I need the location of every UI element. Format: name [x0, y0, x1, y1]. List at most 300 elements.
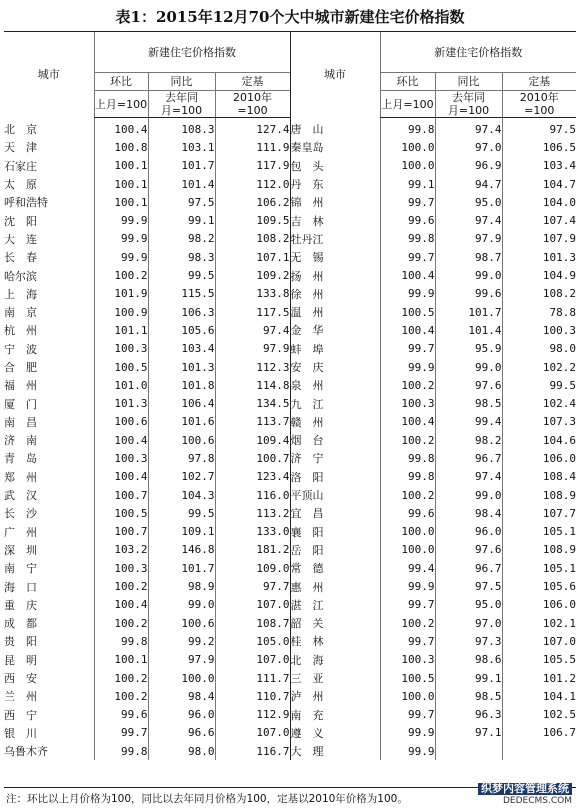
fixed-value-left: 108.2 [215, 230, 290, 248]
fixed-value-right: 104.0 [502, 193, 576, 211]
mom-value-right: 99.7 [380, 248, 435, 266]
fixed-value-left: 108.7 [215, 614, 290, 632]
mom-value-right: 99.8 [380, 449, 435, 467]
fixed-value-left: 105.0 [215, 632, 290, 650]
fixed-value-left: 117.5 [215, 303, 290, 321]
city-name-right: 洛 阳 [290, 468, 380, 486]
mom-value-right: 100.4 [380, 321, 435, 339]
table-title: 表1：2015年12月70个大中城市新建住宅价格指数 [115, 8, 465, 26]
mom-value-left: 100.4 [94, 118, 148, 139]
table-row [4, 138, 576, 156]
city-name-left: 郑 州 [4, 470, 37, 484]
fixed-value-right: 108.9 [502, 486, 576, 504]
city-name-left: 海 口 [4, 580, 37, 594]
yoy-value-left: 101.6 [148, 413, 215, 431]
fixed-value-right: 106.0 [502, 449, 576, 467]
fixed-value-right: 103.4 [502, 157, 576, 175]
table-row [4, 523, 576, 541]
table-row [4, 541, 576, 559]
yoy-value-right: 98.5 [435, 687, 502, 705]
city-name-right: 南 充 [290, 706, 380, 724]
table-row [4, 559, 576, 577]
city-name-left: 西 宁 [4, 708, 37, 722]
fixed-value-left: 109.4 [215, 431, 290, 449]
mom-value-right: 100.2 [380, 486, 435, 504]
yoy-value-left: 109.1 [148, 523, 215, 541]
city-name-right: 扬 州 [290, 266, 380, 284]
mom-value-left: 100.7 [94, 486, 148, 504]
mom-value-right: 99.7 [380, 193, 435, 211]
city-name-right: 韶 关 [290, 614, 380, 632]
city-name-left: 北 京 [4, 122, 37, 136]
fixed-value-right: 102.2 [502, 358, 576, 376]
city-name-right: 岳 阳 [290, 541, 380, 559]
fixed-value-right: 106.0 [502, 596, 576, 614]
yoy-value-right: 101.7 [435, 303, 502, 321]
mom-value-right: 99.6 [380, 504, 435, 522]
city-name-right: 无 锡 [290, 248, 380, 266]
yoy-value-left: 101.8 [148, 376, 215, 394]
fixed-value-right: 108.9 [502, 541, 576, 559]
mom-value-left: 99.9 [94, 211, 148, 229]
mom-value-left: 99.7 [94, 724, 148, 742]
yoy-value-left: 101.4 [148, 175, 215, 193]
fixed-value-left: 134.5 [215, 394, 290, 412]
yoy-value-right: 94.7 [435, 175, 502, 193]
city-name-left: 长 沙 [4, 507, 37, 521]
city-name-right: 安 庆 [290, 358, 380, 376]
table-row [4, 486, 576, 504]
mom-value-left: 100.1 [94, 651, 148, 669]
mom-value-right: 99.4 [380, 559, 435, 577]
mom-value-left: 100.8 [94, 138, 148, 156]
group-header-left: 新建住宅价格指数 [94, 32, 290, 73]
fixed-value-right: 105.5 [502, 651, 576, 669]
mom-base-right: 上月=100 [380, 91, 435, 118]
yoy-value-left: 96.6 [148, 724, 215, 742]
watermark-title: 织梦内容管理系统 [478, 783, 572, 795]
city-name-left: 兰 州 [4, 690, 37, 704]
mom-value-right: 100.2 [380, 376, 435, 394]
city-name-right: 宜 昌 [290, 504, 380, 522]
fixed-value-right: 107.7 [502, 504, 576, 522]
fixed-value-right: 106.7 [502, 724, 576, 742]
yoy-value-right: 98.6 [435, 651, 502, 669]
city-name-left: 杭 州 [4, 324, 37, 338]
fixed-value-right: 101.2 [502, 669, 576, 687]
yoy-value-right: 97.3 [435, 632, 502, 650]
fixed-value-left: 97.7 [215, 577, 290, 595]
fixed-value-right: 104.7 [502, 175, 576, 193]
fixed-value-right: 104.1 [502, 687, 576, 705]
table-row [4, 321, 576, 339]
mom-value-right: 99.7 [380, 340, 435, 358]
city-name-left: 福 州 [4, 379, 37, 393]
mom-value-left: 99.8 [94, 742, 148, 760]
city-name-left: 西 安 [4, 672, 37, 686]
yoy-value-right: 99.6 [435, 285, 502, 303]
mom-value-right: 100.0 [380, 541, 435, 559]
yoy-value-left: 105.6 [148, 321, 215, 339]
mom-value-left: 99.9 [94, 248, 148, 266]
city-name-left: 南 宁 [4, 562, 37, 576]
mom-value-right: 99.7 [380, 596, 435, 614]
yoy-value-right [435, 742, 502, 760]
fixed-value-right: 98.0 [502, 340, 576, 358]
fixed-value-left: 112.3 [215, 358, 290, 376]
mom-value-right: 100.0 [380, 687, 435, 705]
fixed-value-left: 112.9 [215, 706, 290, 724]
yoy-value-left: 98.2 [148, 230, 215, 248]
city-name-right: 桂 林 [290, 632, 380, 650]
yoy-value-right: 99.4 [435, 413, 502, 431]
fixed-value-right [502, 742, 576, 760]
fixed-value-right: 100.3 [502, 321, 576, 339]
fixed-header-left: 定基 [215, 73, 290, 91]
mom-value-right: 99.9 [380, 285, 435, 303]
yoy-value-right: 97.4 [435, 468, 502, 486]
mom-value-right: 100.2 [380, 431, 435, 449]
city-name-left: 重 庆 [4, 598, 37, 612]
mom-value-left: 100.4 [94, 596, 148, 614]
fixed-value-left: 127.4 [215, 118, 290, 139]
yoy-value-right: 99.1 [435, 669, 502, 687]
yoy-value-left: 146.8 [148, 541, 215, 559]
fixed-value-right: 108.2 [502, 285, 576, 303]
table-row [4, 266, 576, 284]
yoy-value-right: 95.0 [435, 596, 502, 614]
yoy-value-left: 101.7 [148, 157, 215, 175]
city-name-left: 深 圳 [4, 543, 37, 557]
mom-value-left: 99.9 [94, 230, 148, 248]
fixed-value-left: 109.0 [215, 559, 290, 577]
yoy-value-right: 96.7 [435, 559, 502, 577]
yoy-value-left: 98.0 [148, 742, 215, 760]
mom-value-right: 99.1 [380, 175, 435, 193]
mom-value-left: 101.1 [94, 321, 148, 339]
fixed-value-left: 111.9 [215, 138, 290, 156]
city-name-right: 牡丹江 [290, 230, 380, 248]
table-row [4, 577, 576, 595]
mom-value-right: 99.7 [380, 632, 435, 650]
mom-value-left: 100.4 [94, 431, 148, 449]
city-name-left: 青 岛 [4, 452, 37, 466]
mom-value-right: 99.8 [380, 118, 435, 139]
fixed-value-right: 105.1 [502, 523, 576, 541]
table-row [4, 596, 576, 614]
mom-value-left: 101.3 [94, 394, 148, 412]
city-name-left: 武 汉 [4, 489, 37, 503]
yoy-value-right: 96.7 [435, 449, 502, 467]
yoy-value-left: 102.7 [148, 468, 215, 486]
city-name-right: 九 江 [290, 394, 380, 412]
mom-value-left: 100.6 [94, 413, 148, 431]
city-name-right: 平顶山 [290, 486, 380, 504]
fixed-base-left: 2010年 =100 [215, 91, 290, 118]
yoy-value-left: 115.5 [148, 285, 215, 303]
mom-value-left: 103.2 [94, 541, 148, 559]
table-row [4, 669, 576, 687]
yoy-value-right: 97.4 [435, 118, 502, 139]
city-name-right: 秦皇岛 [290, 138, 380, 156]
city-name-right: 三 亚 [290, 669, 380, 687]
yoy-value-right: 96.9 [435, 157, 502, 175]
yoy-value-left: 98.4 [148, 687, 215, 705]
yoy-value-right: 101.4 [435, 321, 502, 339]
fixed-value-right: 107.4 [502, 211, 576, 229]
fixed-value-right: 102.4 [502, 394, 576, 412]
city-name-right: 锦 州 [290, 193, 380, 211]
mom-value-left: 100.4 [94, 468, 148, 486]
mom-value-right: 99.9 [380, 742, 435, 760]
table-row [4, 193, 576, 211]
city-name-right: 北 海 [290, 651, 380, 669]
yoy-value-left: 100.6 [148, 431, 215, 449]
table-row [4, 632, 576, 650]
city-name-right: 徐 州 [290, 285, 380, 303]
city-name-left: 合 肥 [4, 361, 37, 374]
fixed-value-left: 97.9 [215, 340, 290, 358]
fixed-value-right: 78.8 [502, 303, 576, 321]
fixed-value-left: 116.7 [215, 742, 290, 760]
table-row [4, 303, 576, 321]
city-name-left: 太 原 [4, 178, 37, 192]
mom-value-left: 100.3 [94, 559, 148, 577]
yoy-value-right: 95.9 [435, 340, 502, 358]
yoy-value-left: 106.4 [148, 394, 215, 412]
city-name-left: 石家庄 [4, 159, 37, 173]
table-row [4, 376, 576, 394]
fixed-value-right: 104.9 [502, 266, 576, 284]
fixed-value-left: 116.0 [215, 486, 290, 504]
yoy-value-right: 97.5 [435, 577, 502, 595]
mom-value-left: 100.1 [94, 157, 148, 175]
city-name-right: 湛 江 [290, 596, 380, 614]
mom-value-right: 99.9 [380, 724, 435, 742]
city-name-right: 大 理 [290, 742, 380, 760]
fixed-value-right: 107.9 [502, 230, 576, 248]
mom-value-right: 100.3 [380, 651, 435, 669]
city-header-left: 城市 [37, 68, 60, 82]
table-row [4, 175, 576, 193]
fixed-value-left: 181.2 [215, 541, 290, 559]
mom-value-right: 99.6 [380, 211, 435, 229]
city-name-left: 济 南 [4, 434, 37, 448]
city-name-left: 成 都 [4, 617, 37, 631]
city-name-left: 南 昌 [4, 415, 37, 429]
mom-header-left: 环比 [94, 73, 148, 91]
mom-header-right: 环比 [380, 73, 435, 91]
yoy-value-right: 95.0 [435, 193, 502, 211]
city-name-left: 沈 阳 [4, 214, 37, 228]
mom-value-right: 99.7 [380, 706, 435, 724]
fixed-value-right: 102.1 [502, 614, 576, 632]
yoy-value-left: 99.2 [148, 632, 215, 650]
yoy-value-left: 97.9 [148, 651, 215, 669]
fixed-value-right: 102.5 [502, 706, 576, 724]
table-row [4, 230, 576, 248]
yoy-value-left: 99.5 [148, 266, 215, 284]
yoy-value-right: 97.0 [435, 138, 502, 156]
table-footnote: 注：环比以上月价格为100，同比以去年同月价格为100，定基以2010年价格为100。 [6, 793, 408, 805]
city-name-right: 包 头 [290, 157, 380, 175]
fixed-value-left: 107.1 [215, 248, 290, 266]
table-row [4, 651, 576, 669]
fixed-value-left: 123.4 [215, 468, 290, 486]
yoy-value-left: 101.7 [148, 559, 215, 577]
yoy-value-left: 98.9 [148, 577, 215, 595]
yoy-value-left: 103.4 [148, 340, 215, 358]
mom-value-left: 100.2 [94, 614, 148, 632]
fixed-value-right: 105.1 [502, 559, 576, 577]
table-row [4, 468, 576, 486]
yoy-value-left: 99.0 [148, 596, 215, 614]
mom-value-left: 101.0 [94, 376, 148, 394]
yoy-value-right: 97.6 [435, 376, 502, 394]
table-row [4, 211, 576, 229]
yoy-value-right: 97.1 [435, 724, 502, 742]
table-row [4, 742, 576, 760]
mom-value-right: 100.0 [380, 157, 435, 175]
fixed-value-left: 114.8 [215, 376, 290, 394]
yoy-value-left: 103.1 [148, 138, 215, 156]
mom-value-right: 100.0 [380, 523, 435, 541]
city-name-right: 金 华 [290, 321, 380, 339]
fixed-value-left: 100.7 [215, 449, 290, 467]
yoy-value-left: 96.0 [148, 706, 215, 724]
mom-value-left: 100.1 [94, 175, 148, 193]
fixed-value-right: 97.5 [502, 118, 576, 139]
table-row [4, 431, 576, 449]
table-row [4, 706, 576, 724]
price-index-table [4, 32, 576, 760]
mom-value-left: 99.8 [94, 632, 148, 650]
mom-value-left: 100.3 [94, 340, 148, 358]
yoy-value-right: 98.7 [435, 248, 502, 266]
table-row [4, 340, 576, 358]
fixed-value-right: 105.6 [502, 577, 576, 595]
city-name-right: 常 德 [290, 559, 380, 577]
yoy-value-right: 97.0 [435, 614, 502, 632]
mom-value-right: 99.8 [380, 468, 435, 486]
city-name-left: 长 春 [4, 251, 37, 265]
city-name-left: 哈尔滨 [4, 269, 37, 283]
fixed-value-left: 113.7 [215, 413, 290, 431]
mom-value-left: 99.6 [94, 706, 148, 724]
yoy-value-left: 97.5 [148, 193, 215, 211]
watermark [478, 783, 572, 807]
fixed-value-left: 112.0 [215, 175, 290, 193]
mom-value-left: 100.2 [94, 687, 148, 705]
mom-value-left: 100.2 [94, 577, 148, 595]
table-body [4, 118, 576, 761]
mom-value-right: 100.5 [380, 669, 435, 687]
fixed-value-left: 133.0 [215, 523, 290, 541]
city-name-right: 泸 州 [290, 687, 380, 705]
mom-value-right: 100.5 [380, 303, 435, 321]
fixed-value-left: 97.4 [215, 321, 290, 339]
mom-value-left: 100.7 [94, 523, 148, 541]
yoy-value-right: 97.4 [435, 211, 502, 229]
yoy-base-right: 去年同 月=100 [435, 91, 502, 118]
yoy-value-left: 99.5 [148, 504, 215, 522]
mom-value-left: 101.9 [94, 285, 148, 303]
yoy-value-left: 104.3 [148, 486, 215, 504]
fixed-value-right: 108.4 [502, 468, 576, 486]
yoy-value-right: 98.5 [435, 394, 502, 412]
fixed-value-left: 133.8 [215, 285, 290, 303]
fixed-value-right: 104.6 [502, 431, 576, 449]
mom-base-left: 上月=100 [94, 91, 148, 118]
fixed-value-left: 117.9 [215, 157, 290, 175]
fixed-value-left: 107.0 [215, 724, 290, 742]
fixed-base-right: 2010年 =100 [502, 91, 576, 118]
city-name-right: 赣 州 [290, 413, 380, 431]
yoy-base-left: 去年同 月=100 [148, 91, 215, 118]
city-name-right: 烟 台 [290, 431, 380, 449]
fixed-value-right: 106.5 [502, 138, 576, 156]
yoy-value-left: 106.3 [148, 303, 215, 321]
city-name-right: 遵 义 [290, 724, 380, 742]
city-name-left: 贵 阳 [4, 635, 37, 649]
yoy-value-left: 98.3 [148, 248, 215, 266]
yoy-header-left: 同比 [148, 73, 215, 91]
yoy-value-left: 99.1 [148, 211, 215, 229]
mom-value-left: 100.1 [94, 193, 148, 211]
city-name-left: 上 海 [4, 287, 37, 301]
table-row [4, 285, 576, 303]
mom-value-right: 100.3 [380, 394, 435, 412]
fixed-value-left: 111.7 [215, 669, 290, 687]
fixed-value-left: 109.2 [215, 266, 290, 284]
fixed-value-right: 107.3 [502, 413, 576, 431]
city-name-right: 丹 东 [290, 175, 380, 193]
city-name-left: 天 津 [4, 141, 37, 155]
table-row [4, 157, 576, 175]
fixed-value-left: 113.2 [215, 504, 290, 522]
yoy-value-right: 97.9 [435, 230, 502, 248]
city-name-right: 济 宁 [290, 449, 380, 467]
city-name-left: 厦 门 [4, 397, 37, 411]
fixed-value-right: 99.5 [502, 376, 576, 394]
city-name-right: 蚌 埠 [290, 340, 380, 358]
yoy-value-right: 98.2 [435, 431, 502, 449]
table-row [4, 118, 576, 139]
mom-value-right: 99.9 [380, 577, 435, 595]
fixed-value-left: 107.0 [215, 651, 290, 669]
watermark-url: DEDECMS.COM [503, 796, 572, 806]
mom-value-left: 100.2 [94, 266, 148, 284]
city-name-right: 襄 阳 [290, 523, 380, 541]
mom-value-right: 100.4 [380, 413, 435, 431]
fixed-value-left: 107.0 [215, 596, 290, 614]
mom-value-right: 99.9 [380, 358, 435, 376]
mom-value-right: 100.2 [380, 614, 435, 632]
yoy-value-right: 99.0 [435, 266, 502, 284]
mom-value-left: 100.3 [94, 449, 148, 467]
mom-value-left: 100.2 [94, 669, 148, 687]
city-name-left: 昆 明 [4, 653, 37, 667]
table-row [4, 687, 576, 705]
city-name-left: 乌鲁木齐 [4, 745, 48, 759]
city-name-left: 呼和浩特 [4, 196, 48, 210]
yoy-value-left: 108.3 [148, 118, 215, 139]
city-name-right: 唐 山 [290, 118, 380, 139]
yoy-value-left: 100.6 [148, 614, 215, 632]
city-name-right: 温 州 [290, 303, 380, 321]
yoy-value-right: 99.0 [435, 358, 502, 376]
fixed-value-left: 110.7 [215, 687, 290, 705]
